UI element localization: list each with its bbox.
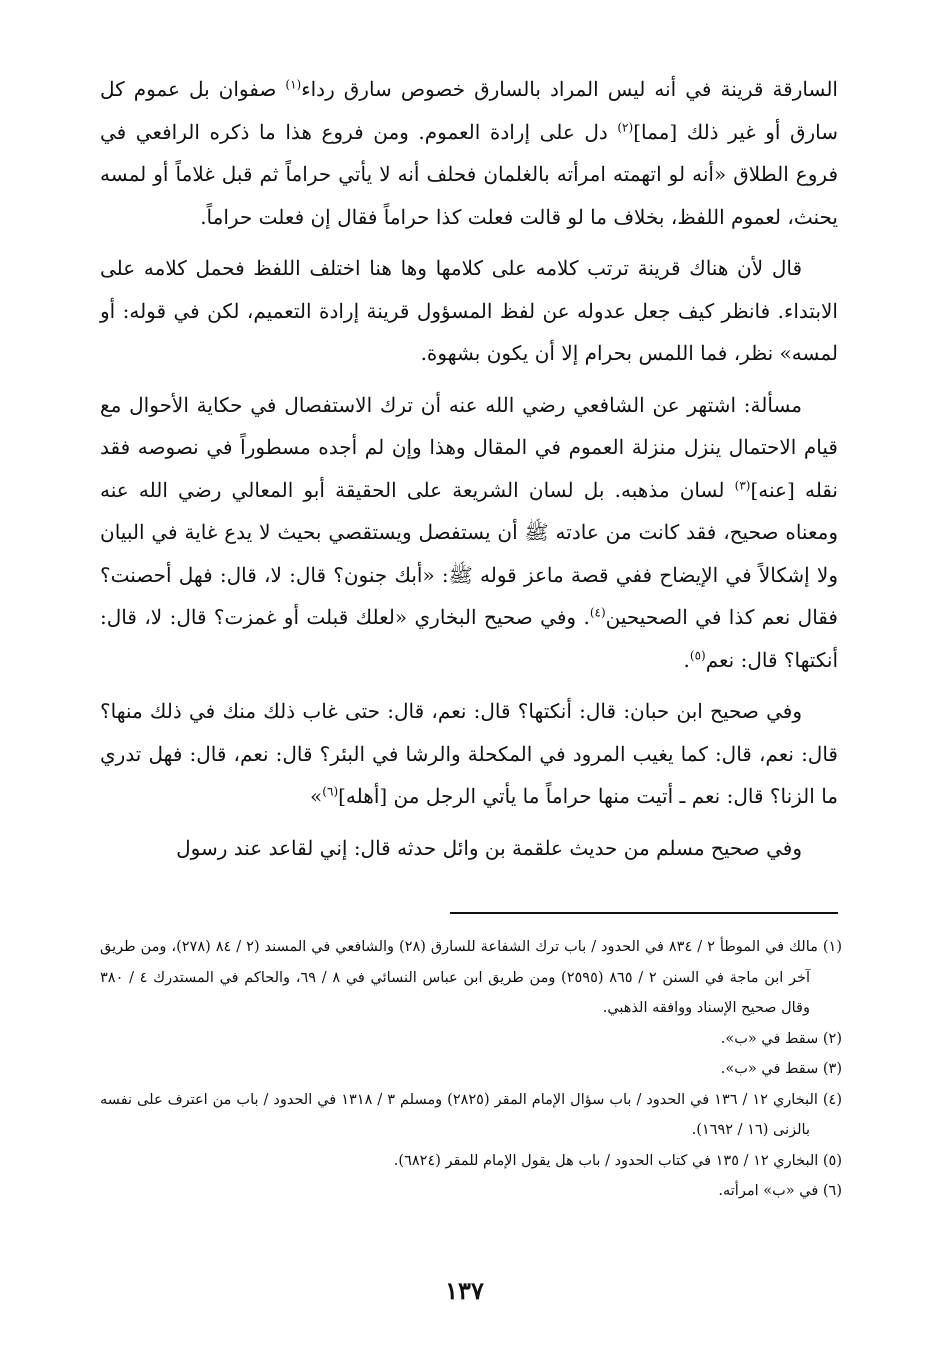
- text-segment: مسألة: اشتهر عن الشافعي رضي الله عنه أن ترك الاستفصال في حكاية الأحوال مع قيام الاحتمال ينزل منزلة العموم في المقال وهذا وإن لم أجده مسطوراً في نصوصه فقد نقله [عنه]: [100, 392, 838, 502]
- paragraph-4: [100, 690, 838, 818]
- footnote-ref-5: (٥): [689, 647, 706, 662]
- footnote-3: (٣) سقط في «ب».: [720, 1061, 842, 1077]
- footnote-separator: [450, 912, 838, 914]
- paragraph-2: [100, 247, 838, 375]
- text-segment: وفي صحيح مسلم من حديث علقمة بن وائل حدثه قال: إني لقاعد عند رسول: [176, 835, 802, 860]
- text-segment: قال لأن هناك قرينة ترتب كلامه على كلامها وها هنا اختلف اللفظ فحمل كلامه على الابتداء. فانظر كيف جعل عدوله عن لفظ المسؤول قرينة إرادة التعميم، لكن في قوله: أو لمسه» نظر، فما اللمس بحرام إلا أن يكون بشهوة.: [100, 256, 838, 365]
- text-segment: السارقة قرينة في أنه ليس المراد بالسارق خصوص سارق رداء: [301, 77, 838, 101]
- main-text: [100, 68, 838, 878]
- footnote-ref-1: (١): [285, 77, 302, 92]
- paragraph-1: [100, 68, 838, 238]
- paragraph-3: [100, 384, 838, 682]
- page-number: ١٣٧: [445, 1276, 484, 1305]
- text-segment: »: [310, 784, 323, 808]
- text-segment: . وفي صحيح البخاري «لعلك قبلت أو غمزت؟ قال: لا، قال: أنكتها؟ قال: نعم: [100, 605, 838, 672]
- footnote-4: (٤) البخاري ١٢ / ١٣٦ في الحدود / باب سؤال الإمام المقر (٢٨٢٥) ومسلم ٣ / ١٣١٨ في الحدود / باب من اعترف على نفسه بالزنى (١٦ / ١٦٩٢).: [100, 1091, 843, 1138]
- footnote-ref-3: (٣): [734, 477, 751, 492]
- footnotes: [100, 932, 842, 1207]
- text-segment: .: [683, 647, 690, 672]
- footnote-2: (٢) سقط في «ب».: [720, 1030, 842, 1047]
- text-segment: دل على إرادة العموم. ومن فروع هذا ما ذكره الرافعي في فروع الطلاق «أنه لو اتهمته امرأته بالغلمان فحلف أنه لا يأتي حراماً ثم قبل غلاماً أو لمسه يحنث، لعموم اللفظ، بخلاف ما لو قالت فعلت كذا حراماً فقال إن فعلت حراماً.: [100, 119, 838, 229]
- footnote-ref-2: (٢): [617, 119, 634, 134]
- footnote-1: (١) مالك في الموطأ ٢ / ٨٣٤ في الحدود / باب ترك الشفاعة للسارق (٢٨) والشافعي في المسند (٢ / ٨٤ (٢٧٨)، ومن طريق آخر ابن ماجة في السنن ٢ / ٨٦٥ (٢٥٩٥) ومن طريق ابن عباس النسائي في ٨ / ٦٩، والحاكم في المستدرك ٤ / ٣٨٠ وقال صحيح الإسناد ووافقه الذهبي.: [100, 939, 842, 1016]
- text-segment: صفوان بل عموم كل سارق أو غير ذلك [مما]: [100, 77, 839, 144]
- footnote-ref-6: (٦): [322, 784, 339, 799]
- paragraph-5: [100, 827, 838, 870]
- footnote-ref-4: (٤): [589, 605, 606, 620]
- text-segment: وفي صحيح ابن حبان: قال: أنكتها؟ قال: نعم، قال: حتى غاب ذلك منك في ذلك منها؟ قال: نعم، قال: كما يغيب المرود في المكحلة والرشا في البئر؟ قال: نعم، قال: فهل تدري ما الزنا؟ قال: نعم ـ أتيت منها حراماً ما يأتي الرجل من [أهله]: [100, 699, 838, 808]
- footnote-5: (٥) البخاري ١٢ / ١٣٥ في كتاب الحدود / باب هل يقول الإمام للمقر (٦٨٢٤).: [393, 1152, 842, 1169]
- text-segment: لسان مذهبه. بل لسان الشريعة على الحقيقة أبو المعالي رضي الله عنه ومعناه صحيح، فقد كانت من عادته ﷺ أن يستفصل ويستقصي بحيث لا يدع غاية في البيان ولا إشكالاً في الإيضاح ففي قصة ماعز قوله ﷺ: «أبك جنون؟ قال: لا، قال: فهل أحصنت؟ فقال نعم كذا في الصحيحين: [100, 477, 838, 629]
- footnote-6: (٦) في «ب» امرأته.: [718, 1183, 842, 1199]
